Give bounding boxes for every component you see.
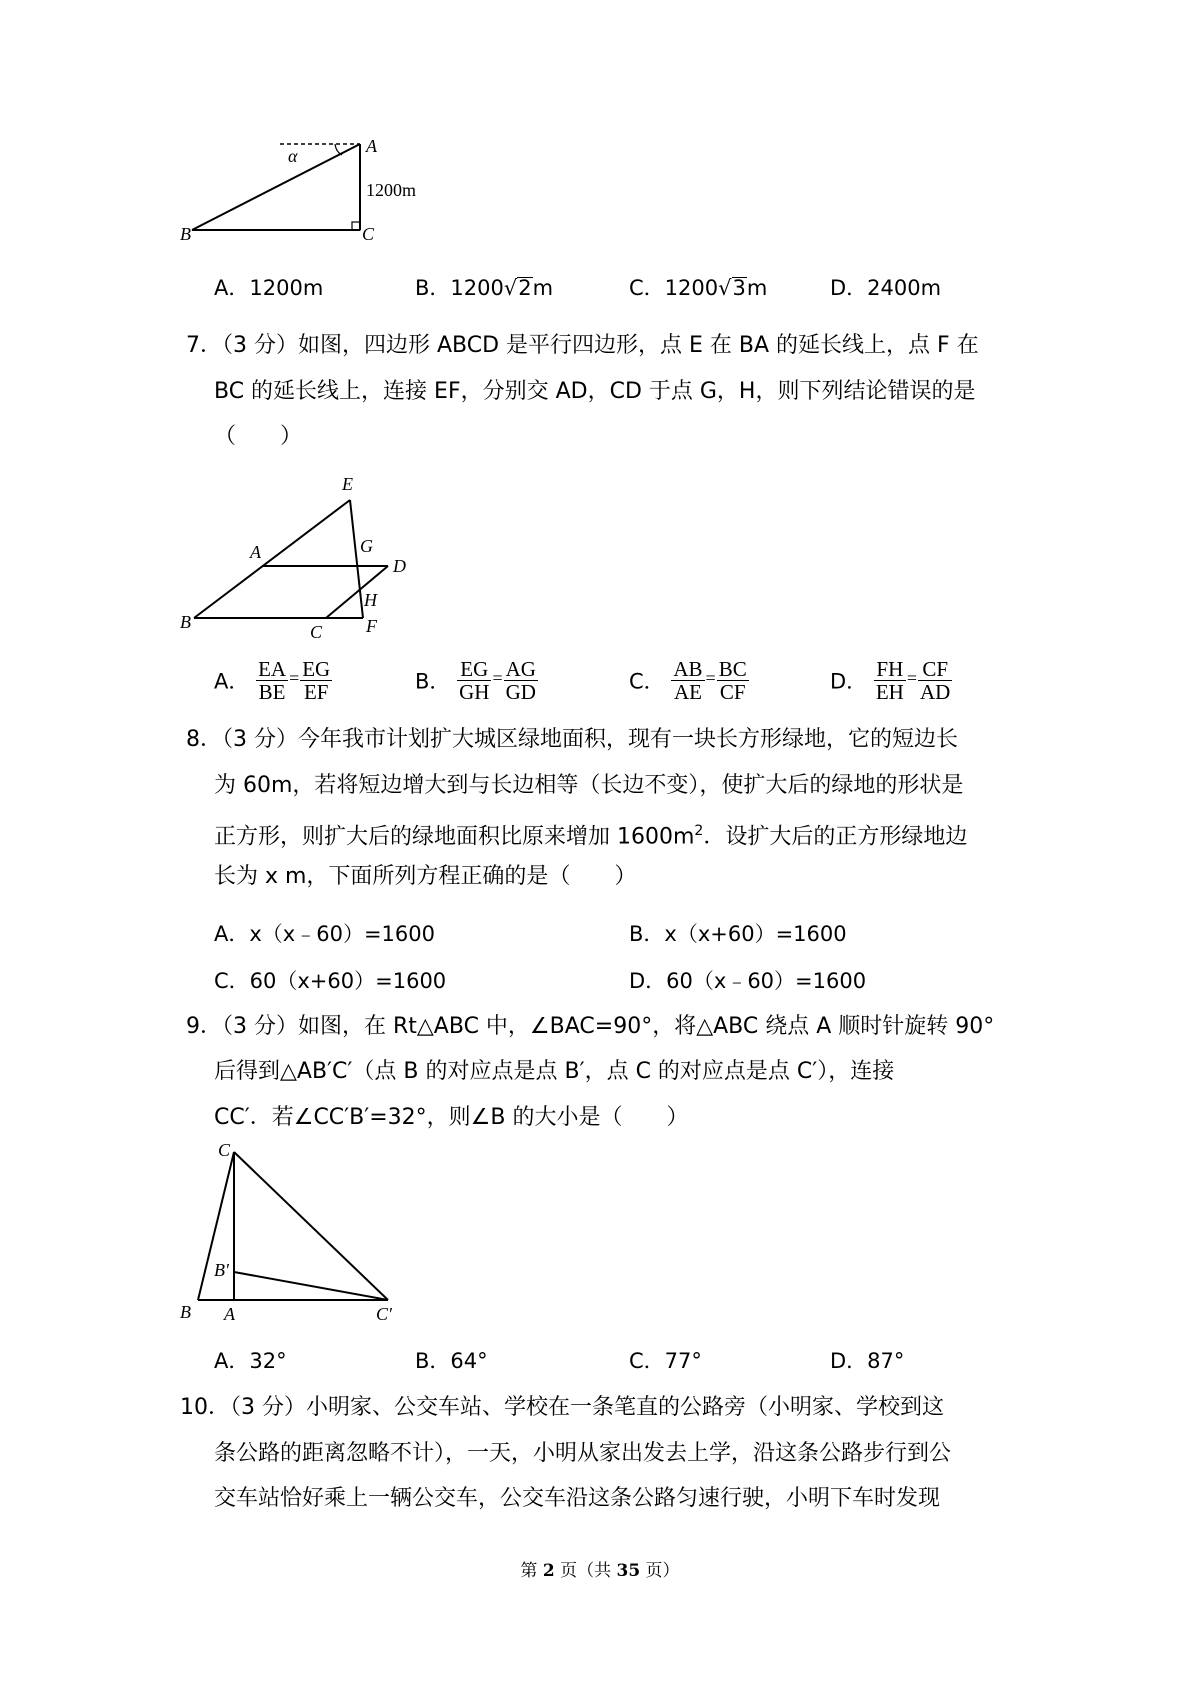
q6-label-c: C (362, 224, 375, 244)
q7-label-e: E (342, 474, 353, 494)
q7-figure (180, 470, 420, 640)
fraction: $\frac{AG}{GD}$ (505, 657, 536, 704)
q8-option-c: C．60（x+60）=1600 (214, 969, 447, 993)
q9-label-a: A (224, 1304, 235, 1324)
fraction: $\frac{BC}{CF}$ (718, 657, 747, 704)
q8-line-4: 长为 x m，下面所列方程正确的是（ ） (214, 864, 637, 889)
q7-label-c: C (310, 622, 323, 642)
fraction: $\frac{AB}{AE}$ (673, 657, 703, 704)
fraction: $\frac{EG}{GH}$ (459, 657, 490, 704)
q7-label-g: G (360, 536, 373, 556)
q7-label-h: H (364, 590, 377, 610)
q9-line-2: 后得到△AB′C′（点 B 的对应点是点 B′，点 C 的对应点是点 C′），连接 (214, 1059, 895, 1084)
q6-label-a: A (366, 136, 377, 156)
q9-line-1: 9．（3 分）如图，在 Rt△ABC 中，∠BAC=90°，将△ABC 绕点 A 顺时针旋转 90° (186, 1014, 995, 1039)
sqrt-icon: √ (718, 276, 732, 300)
q9-label-c: C (218, 1140, 231, 1160)
q7-line-3: （ ） (214, 424, 303, 449)
q7-line-1: 7．（3 分）如图，四边形 ABCD 是平行四边形，点 E 在 BA 的延长线上，点 F 在 (186, 333, 979, 358)
q8-line-1: 8．（3 分）今年我市计划扩大城区绿地面积，现有一块长方形绿地，它的短边长 (186, 727, 958, 752)
q7-option-a: A． $\frac{EA}{BE}$ = $\frac{EG}{EF}$ (214, 657, 331, 704)
q6-option-c: C．1200√3m (629, 276, 768, 300)
q9-option-a: A．32° (214, 1349, 287, 1373)
q7-option-d: D． $\frac{FH}{EH}$ = $\frac{CF}{AD}$ (830, 657, 951, 704)
q6-option-a: A．1200m (214, 276, 324, 300)
q10-line-2: 条公路的距离忽略不计），一天，小明从家出发去上学，沿这条公路步行到公 (214, 1441, 952, 1466)
q7-option-c: C． $\frac{AB}{AE}$ = $\frac{BC}{CF}$ (629, 657, 747, 704)
q7-option-b: B． $\frac{EG}{GH}$ = $\frac{AG}{GD}$ (415, 657, 536, 704)
q9-option-b: B．64° (415, 1349, 488, 1373)
q8-line-2: 为 60m，若将短边增大到与长边相等（长边不变），使扩大后的绿地的形状是 (214, 773, 964, 798)
q9-figure (180, 1140, 400, 1320)
q7-label-f: F (366, 616, 377, 636)
q8-option-b: B．x（x+60）=1600 (629, 922, 847, 946)
q9-label-c-prime: C′ (376, 1304, 392, 1324)
q7-label-a: A (250, 542, 261, 562)
q9-option-c: C．77° (629, 1349, 702, 1373)
q9-label-b-prime: B′ (214, 1260, 229, 1280)
fraction: $\frac{FH}{EH}$ (875, 657, 904, 704)
q6-option-d: D．2400m (830, 276, 942, 300)
q7-label-d: D (393, 556, 406, 576)
q6-option-b: B．1200√2m (415, 276, 554, 300)
fraction: $\frac{CF}{AD}$ (920, 657, 951, 704)
q9-line-3: CC′．若∠CC′B′=32°，则∠B 的大小是（ ） (214, 1105, 689, 1130)
sqrt-icon: √ (503, 276, 518, 300)
page-footer: 第 2 页（共 35 页） (520, 1561, 680, 1581)
q9-label-b: B (180, 1302, 191, 1322)
q10-line-3: 交车站恰好乘上一辆公交车，公交车沿这条公路匀速行驶，小明下车时发现 (214, 1486, 941, 1511)
fraction: $\frac{EA}{BE}$ (258, 657, 287, 704)
q8-line-3: 正方形，则扩大后的绿地面积比原来增加 $1600m^2$．设扩大后的正方形绿地边 (214, 823, 968, 850)
q10-line-1: 10．（3 分）小明家、公交车站、学校在一条笔直的公路旁（小明家、学校到这 (180, 1395, 944, 1420)
q8-option-d: D．60（x﹣60）=1600 (629, 969, 867, 993)
q7-line-2: BC 的延长线上，连接 EF，分别交 AD，CD 于点 G，H，则下列结论错误的是 (214, 379, 976, 404)
q6-label-height: 1200m (366, 180, 417, 200)
q6-label-b: B (180, 224, 191, 244)
fraction: $\frac{EG}{EF}$ (302, 657, 331, 704)
q7-label-b: B (180, 612, 191, 632)
q8-option-a: A．x（x﹣60）=1600 (214, 922, 435, 946)
q6-label-alpha: α (288, 146, 298, 166)
q9-option-d: D．87° (830, 1349, 905, 1373)
